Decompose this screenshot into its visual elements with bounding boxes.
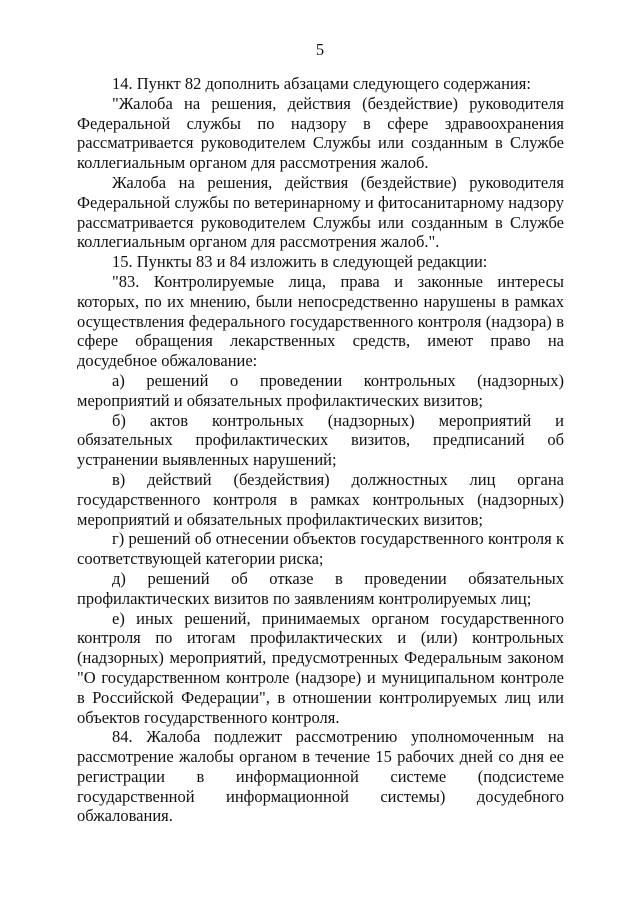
paragraph-item-g: г) решений об отнесении объектов государственного контроля к соответствующей категории риска;: [77, 529, 564, 569]
paragraph-item-a: а) решений о проведении контрольных (надзорных) мероприятий и обязательных профилактических визитов;: [77, 370, 564, 410]
paragraph-item-83: "83. Контролируемые лица, права и законные интересы которых, по их мнению, были непосредственно нарушены в рамках осуществления федерального государственного контроля (надзора) в сфере обращения лекарственных средств, имеют право на досудебное обжалование:: [77, 271, 564, 371]
document-body: [77, 74, 564, 826]
paragraph-amendment-14: 14. Пункт 82 дополнить абзацами следующего содержания:: [112, 74, 531, 93]
paragraph-item-e: е) иных решений, принимаемых органом государственного контроля по итогам профилактических и (или) контрольных (надзорных) мероприятий, предусмотренных Федеральным законом "О государственном контроле (надзоре) и муниципальном контроле в Российской Федерации", в отношении контролируемых лиц или объектов государственного контроля.: [77, 608, 564, 727]
page-number: 5: [315, 40, 325, 59]
paragraph-item-84: 84. Жалоба подлежит рассмотрению уполномоченным на рассмотрение жалобы органом в течение 15 рабочих дней со дня ее регистрации в информационной системе (подсистеме государственной информационной системы) досудебного обжалования.: [77, 727, 564, 826]
paragraph-complaint-veterinary: Жалоба на решения, действия (бездействие) руководителя Федеральной службы по ветеринарному и фитосанитарному надзору рассматривается руководителем Службы или созданным в Службе коллегиальным органом для рассмотрения жалоб.".: [77, 172, 564, 252]
paragraph-item-v: в) действий (бездействия) должностных лиц органа государственного контроля в рамках контрольных (надзорных) мероприятий и обязательных профилактических визитов;: [77, 469, 564, 529]
paragraph-complaint-healthcare: "Жалоба на решения, действия (бездействие) руководителя Федеральной службы по надзору в сфере здравоохранения рассматривается руководителем Службы или созданным в Службе коллегиальным органом для рассмотрения жалоб.: [77, 93, 564, 173]
paragraph-amendment-15: 15. Пункты 83 и 84 изложить в следующей редакции:: [112, 252, 488, 272]
paragraph-item-d: д) решений об отказе в проведении обязательных профилактических визитов по заявлениям контролируемых лиц;: [77, 568, 564, 608]
paragraph-item-b: б) актов контрольных (надзорных) мероприятий и обязательных профилактических визитов, предписаний об устранении выявленных нарушений;: [77, 410, 564, 470]
